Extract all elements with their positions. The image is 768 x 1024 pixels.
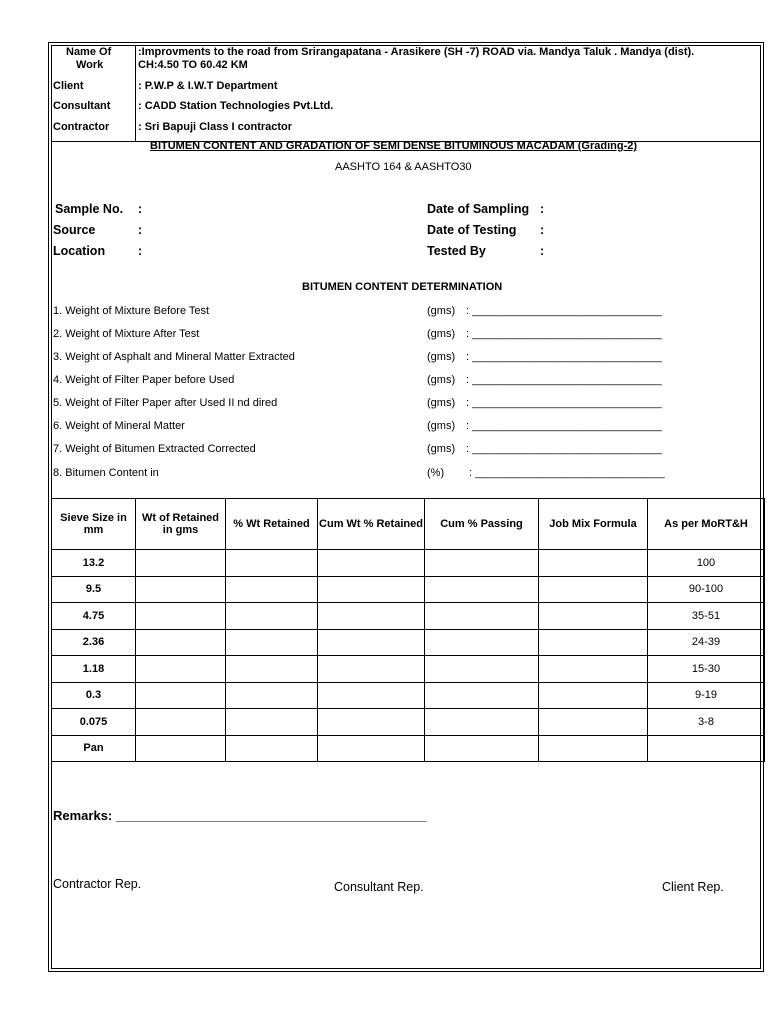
date-of-testing-colon: : <box>540 223 545 237</box>
table-header-row <box>52 499 765 550</box>
sieve-size-cell: 0.3 <box>52 682 136 709</box>
bitumen-item-blank: : _______________________________ <box>469 467 665 479</box>
consultant-rep-signature: Consultant Rep. <box>334 880 424 894</box>
client-value: : P.W.P & I.W.T Department <box>138 80 278 92</box>
bitumen-item-unit: (gms) <box>427 420 456 432</box>
bitumen-item-unit: (gms) <box>427 305 456 317</box>
sieve-size-cell: 4.75 <box>52 603 136 630</box>
bitumen-item-unit: (gms) <box>427 374 456 386</box>
spec-cell: 15-30 <box>648 656 765 683</box>
consultant-label: Consultant <box>53 100 111 112</box>
bitumen-item-unit: (gms) <box>427 397 456 409</box>
sieve-size-cell: 9.5 <box>52 576 136 603</box>
contractor-label: Contractor <box>53 121 110 133</box>
bitumen-item-blank: : _______________________________ <box>466 397 662 409</box>
client-label: Client <box>53 80 84 92</box>
tested-by-label: Tested By <box>427 244 486 258</box>
source-colon: : <box>138 223 143 237</box>
source-label: Source <box>53 223 96 237</box>
consultant-value: : CADD Station Technologies Pvt.Ltd. <box>138 100 334 112</box>
bitumen-item-label: 4. Weight of Filter Paper before Used <box>53 374 235 386</box>
sample-no-label: Sample No. <box>55 202 124 216</box>
table-row <box>52 656 765 683</box>
table-row <box>52 735 765 762</box>
name-of-work-chainage: CH:4.50 TO 60.42 KM <box>138 59 248 71</box>
sieve-size-cell: 1.18 <box>52 656 136 683</box>
bitumen-section-heading: BITUMEN CONTENT DETERMINATION <box>302 281 503 293</box>
bitumen-item-blank: : _______________________________ <box>466 420 662 432</box>
name-of-work-label-line1: Name Of <box>66 46 112 58</box>
sieve-size-cell: 13.2 <box>52 550 136 577</box>
table-row <box>52 629 765 656</box>
gradation-table <box>51 498 765 762</box>
bitumen-item-unit: (gms) <box>427 443 456 455</box>
table-row <box>52 576 765 603</box>
date-of-sampling-label: Date of Sampling <box>427 202 530 216</box>
client-rep-signature: Client Rep. <box>662 880 724 894</box>
location-colon: : <box>138 244 143 258</box>
bitumen-item-blank: : _______________________________ <box>466 351 662 363</box>
bitumen-item-label: 7. Weight of Bitumen Extracted Corrected <box>53 443 256 455</box>
date-of-testing-label: Date of Testing <box>427 223 517 237</box>
table-row <box>52 709 765 736</box>
spec-cell <box>648 735 765 762</box>
contractor-value: : Sri Bapuji Class I contractor <box>138 121 293 133</box>
bitumen-item-label: 6. Weight of Mineral Matter <box>53 420 185 432</box>
bitumen-item-blank: : _______________________________ <box>466 374 662 386</box>
standard-reference: AASHTO 164 & AASHTO30 <box>335 161 472 173</box>
name-of-work-label-line2: Work <box>76 59 104 71</box>
sample-no-colon: : <box>138 202 143 216</box>
header-column-divider <box>135 45 136 141</box>
bitumen-item-blank: : _______________________________ <box>466 443 662 455</box>
bitumen-item-label: 1. Weight of Mixture Before Test <box>53 305 210 317</box>
tested-by-colon: : <box>540 244 545 258</box>
column-header: Job Mix Formula <box>539 499 648 550</box>
bitumen-item-unit: (%) <box>427 467 445 479</box>
page-title: BITUMEN CONTENT AND GRADATION OF SEMI DENSE BITUMINOUS MACADAM (Grading-2) <box>150 140 638 152</box>
column-header: As per MoRT&H <box>648 499 765 550</box>
table-row <box>52 550 765 577</box>
sieve-size-cell: 2.36 <box>52 629 136 656</box>
bitumen-item-label: 3. Weight of Asphalt and Mineral Matter Extracted <box>53 351 295 363</box>
remarks-line: Remarks: ___________________________________________ <box>53 808 427 823</box>
date-of-sampling-colon: : <box>540 202 545 216</box>
name-of-work-value: :Improvments to the road from Srirangapatana - Arasikere (SH -7) ROAD via. Mandya Taluk . Mandya (dist). <box>138 46 695 58</box>
column-header: Cum Wt % Retained <box>318 499 425 550</box>
spec-cell: 24-39 <box>648 629 765 656</box>
spec-cell: 9-19 <box>648 682 765 709</box>
sieve-size-cell: Pan <box>52 735 136 762</box>
bitumen-item-label: 5. Weight of Filter Paper after Used II nd dired <box>53 397 278 409</box>
bitumen-item-blank: : _______________________________ <box>466 305 662 317</box>
bitumen-item-label: 8. Bitumen Content in <box>53 467 159 479</box>
column-header: Wt of Retained in gms <box>136 499 226 550</box>
bitumen-item-unit: (gms) <box>427 351 456 363</box>
spec-cell: 100 <box>648 550 765 577</box>
bitumen-item-blank: : _______________________________ <box>466 328 662 340</box>
table-row <box>52 603 765 630</box>
spec-cell: 35-51 <box>648 603 765 630</box>
contractor-rep-signature: Contractor Rep. <box>53 877 142 891</box>
column-header: Cum % Passing <box>425 499 539 550</box>
bitumen-item-unit: (gms) <box>427 328 456 340</box>
spec-cell: 90-100 <box>648 576 765 603</box>
column-header: Sieve Size in mm <box>52 499 136 550</box>
location-label: Location <box>53 244 106 258</box>
column-header: % Wt Retained <box>226 499 318 550</box>
bitumen-item-label: 2. Weight of Mixture After Test <box>53 328 200 340</box>
spec-cell: 3-8 <box>648 709 765 736</box>
table-row <box>52 682 765 709</box>
sieve-size-cell: 0.075 <box>52 709 136 736</box>
